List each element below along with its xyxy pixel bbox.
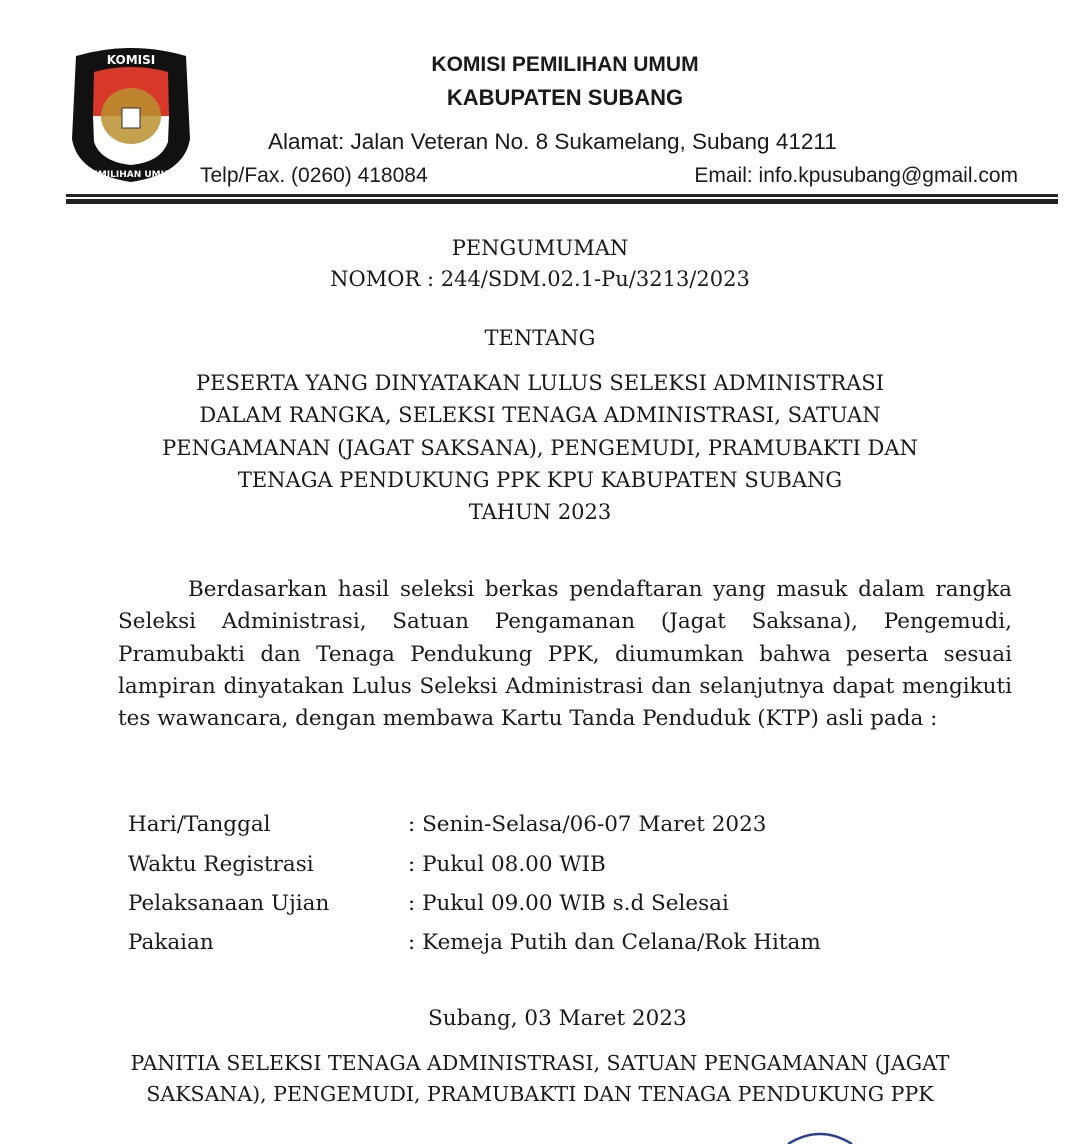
- schedule-value: : Pukul 08.00 WIB: [408, 852, 606, 877]
- announcement-number: NOMOR : 244/SDM.02.1-Pu/3213/2023: [330, 267, 750, 291]
- place-date: Subang, 03 Maret 2023: [428, 1006, 687, 1031]
- subject-line: PESERTA YANG DINYATAKAN LULUS SELEKSI ADMINISTRASI: [196, 371, 884, 395]
- schedule-value: : Pukul 09.00 WIB s.d Selesai: [408, 891, 729, 916]
- kpu-logo: [66, 44, 196, 184]
- about-label: TENTANG: [484, 326, 596, 350]
- committee-line: PANITIA SELEKSI TENAGA ADMINISTRASI, SATUAN PENGAMANAN (JAGAT: [130, 1051, 950, 1075]
- header-rule-thick: [66, 199, 1058, 204]
- stamp-icon: [780, 1130, 860, 1144]
- body-paragraph: Berdasarkan hasil seleksi berkas pendaftaran yang masuk dalam rangka Seleksi Administrasi, Satuan Pengamanan (Jagat Saksana), Pengemudi, Pramubakti dan Tenaga Pendukung PPK, diumumkan bahwa peserta sesuai lampiran dinyatakan Lulus Seleksi Administrasi dan selanjutnya dapat mengikuti tes wawancara, dengan membawa Kartu Tanda Penduduk (KTP) asli pada :: [118, 577, 1012, 732]
- announcement-heading: PENGUMUMAN: [451, 236, 629, 260]
- email: Email: info.kpusubang@gmail.com: [694, 164, 1018, 187]
- schedule-label: Waktu Registrasi: [128, 852, 314, 877]
- org-region: KABUPATEN SUBANG: [446, 85, 684, 110]
- phone: Telp/Fax. (0260) 418084: [200, 164, 428, 187]
- schedule-label: Pakaian: [128, 930, 214, 955]
- address: Alamat: Jalan Veteran No. 8 Sukamelang, Subang 41211: [268, 129, 837, 154]
- svg-text:KOMISI: KOMISI: [106, 53, 156, 67]
- subject-line: PENGAMANAN (JAGAT SAKSANA), PENGEMUDI, PRAMUBAKTI DAN: [162, 436, 918, 460]
- subject-line: TENAGA PENDUKUNG PPK KPU KABUPATEN SUBANG: [237, 468, 843, 492]
- subject-line: DALAM RANGKA, SELEKSI TENAGA ADMINISTRASI, SATUAN: [199, 403, 881, 427]
- svg-text:PEMILIHAN UMUM: PEMILIHAN UMUM: [85, 170, 177, 180]
- schedule-value: : Senin-Selasa/06-07 Maret 2023: [408, 812, 767, 837]
- committee-line: SAKSANA), PENGEMUDI, PRAMUBAKTI DAN TENAGA PENDUKUNG PPK: [146, 1082, 934, 1106]
- org-name: KOMISI PEMILIHAN UMUM: [431, 53, 699, 76]
- schedule-label: Pelaksanaan Ujian: [128, 891, 330, 916]
- schedule-label: Hari/Tanggal: [128, 812, 271, 837]
- header-rule: [66, 194, 1058, 197]
- subject-line: TAHUN 2023: [468, 500, 612, 524]
- schedule-value: : Kemeja Putih dan Celana/Rok Hitam: [408, 930, 821, 955]
